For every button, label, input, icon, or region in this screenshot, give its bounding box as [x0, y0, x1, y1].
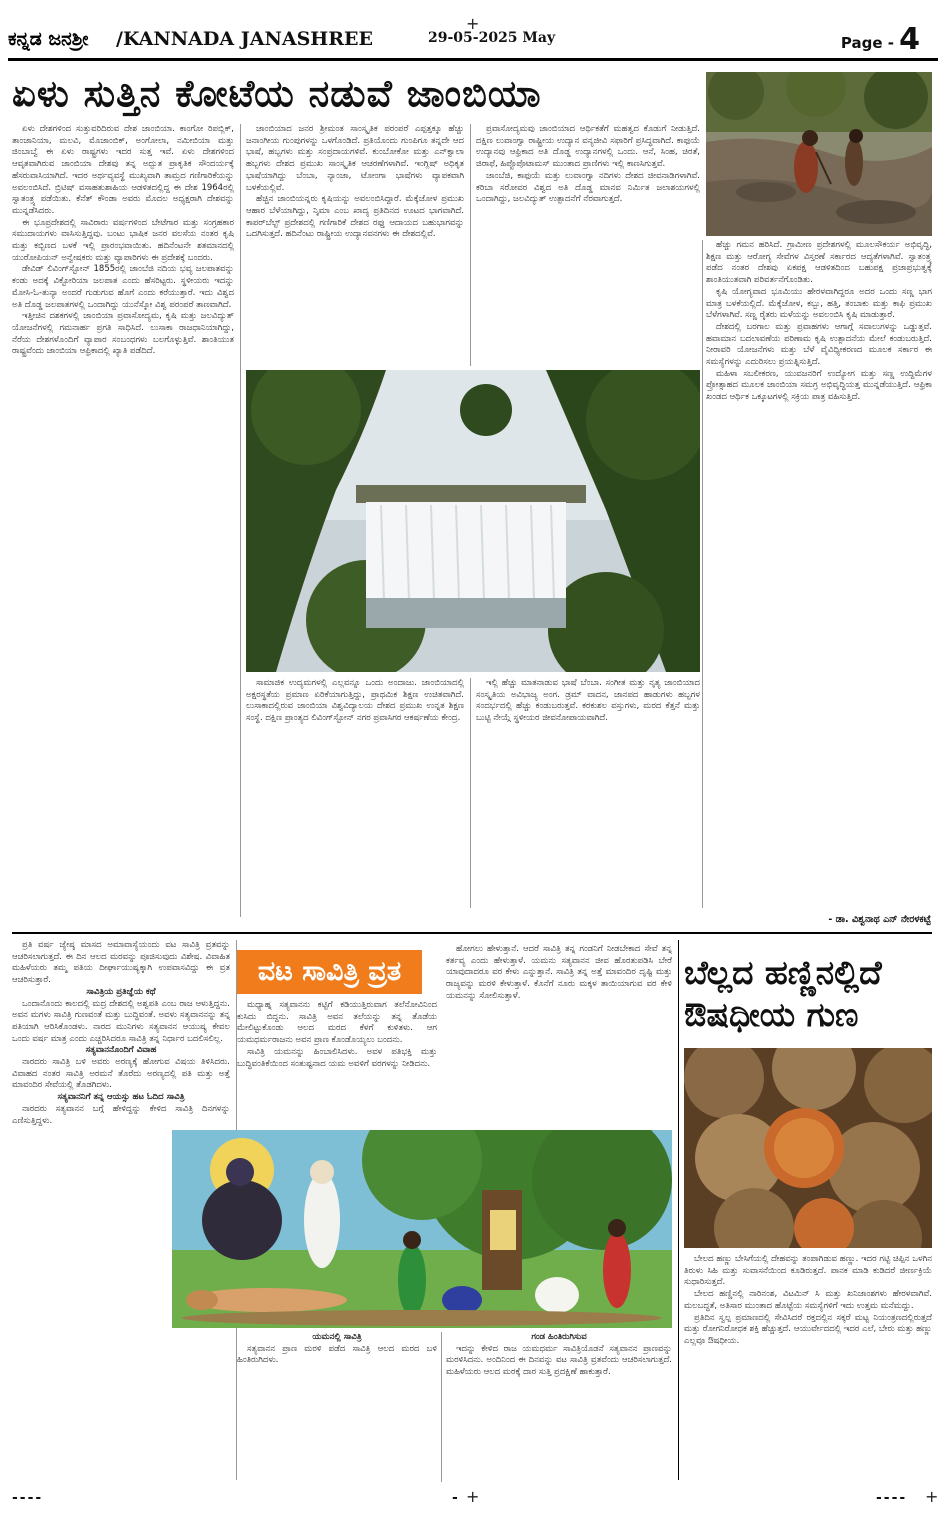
paragraph: ಡೇವಿಡ್ ಲಿವಿಂಗ್‌ಸ್ಟೋನ್ 1855ರಲ್ಲಿ ಜಾಂಬೆಜಿ ನದಿಯ ಭವ್ಯ ಜಲಪಾತವನ್ನು ಕಂಡು ಅದಕ್ಕೆ ವಿಕ್ಟೋರಿಯಾ ಜಲಪಾತ ಎಂದು ಹೆಸರಿಟ್ಟರು. ಸ್ಥಳೀಯರು ಇದನ್ನು ಮೋಸಿ-ಓ-ತುನ್ಯಾ ಅಂದರೆ ಗುಡುಗುವ ಹೊಗೆ ಎಂದು ಕರೆಯುತ್ತಾರೆ. ಇದು ವಿಶ್ವದ ಅತಿ ದೊಡ್ಡ ಜಲಪಾತಗಳಲ್ಲಿ ಒಂದಾಗಿದ್ದು ಯುನೆಸ್ಕೋ ವಿಶ್ವ ಪರಂಪರೆ ತಾಣವಾಗಿದೆ. [12, 264, 234, 310]
paragraph: ಜಾಂಬಿಯಾದ ಜನರ ಶ್ರೀಮಂತ ಸಾಂಸ್ಕೃತಿಕ ಪರಂಪರೆ ಎಪ್ಪತ್ತಕ್ಕೂ ಹೆಚ್ಚು ಜನಾಂಗೀಯ ಗುಂಪುಗಳನ್ನು ಒಳಗೊಂಡಿದೆ. ಪ್ರತಿಯೊಂದು ಗುಂಪಿಗೂ ತನ್ನದೇ ಆದ ಭಾಷೆ, ಹಬ್ಬಗಳು ಮತ್ತು ಸಂಪ್ರದಾಯಗಳಿವೆ. ಕುಂಬೋಕೋ ಮತ್ತು ಎನ್‌ಕ್ವಾಲಾ ಹಬ್ಬಗಳು ದೇಶದ ಪ್ರಮುಖ ಸಾಂಸ್ಕೃತಿಕ ಆಚರಣೆಗಳಾಗಿವೆ. ಇಂಗ್ಲಿಷ್ ಅಧಿಕೃತ ಭಾಷೆಯಾಗಿದ್ದು ಬೆಂಬಾ, ನ್ಯಾಂಜಾ, ಟೋಂಗಾ ಭಾಷೆಗಳು ವ್ಯಾಪಕವಾಗಿ ಬಳಕೆಯಲ್ಲಿವೆ. [246, 124, 464, 193]
column-rule [441, 1332, 442, 1482]
column-rule [470, 124, 471, 366]
section-divider [12, 932, 932, 934]
victoria-falls-photo [246, 370, 700, 672]
paragraph: ಇಲ್ಲಿ ಹೆಚ್ಚು ಮಾತನಾಡುವ ಭಾಷೆ ಬೆಂಬಾ. ಸಂಗೀತ ಮತ್ತು ನೃತ್ಯ ಜಾಂಬಿಯಾದ ಸಂಸ್ಕೃತಿಯ ಅವಿಭಾಜ್ಯ ಅಂಗ. ಡ್ರಮ್ ವಾದನ, ಜಾನಪದ ಹಾಡುಗಳು ಹಬ್ಬಗಳ ಸಂದರ್ಭದಲ್ಲಿ ಹೆಚ್ಚು ಕಂಡುಬರುತ್ತವೆ. ಕರಕುಶಲ ವಸ್ತುಗಳು, ಮರದ ಕೆತ್ತನೆ ಮತ್ತು ಬುಟ್ಟಿ ನೇಯ್ಗೆ ಸ್ಥಳೀಯರ ಜೀವನೋಪಾಯವಾಗಿದೆ. [476, 678, 700, 724]
bael-body [684, 1254, 932, 1482]
vata-column-3-bottom [446, 1332, 672, 1482]
brand-english: /KANNADA JANASHREE [116, 28, 374, 50]
paragraph: ಇತ್ತೀಚಿನ ದಶಕಗಳಲ್ಲಿ ಜಾಂಬಿಯಾ ಪ್ರವಾಸೋದ್ಯಮ, ಕೃಷಿ ಮತ್ತು ಜಲವಿದ್ಯುತ್ ಯೋಜನೆಗಳಲ್ಲಿ ಗಮನಾರ್ಹ ಪ್ರಗತಿ ಸಾಧಿಸಿದೆ. ಲುಸಾಕಾ ರಾಜಧಾನಿಯಾಗಿದ್ದು, ನೆರೆಯ ದೇಶಗಳೊಂದಿಗೆ ವ್ಯಾಪಾರ ಸಂಬಂಧಗಳು ಬಲಗೊಳ್ಳುತ್ತಿವೆ. ಶಾಂತಿಯುತ ರಾಷ್ಟ್ರವೆಂದು ಜಾಂಬಿಯಾ ಆಫ್ರಿಕಾದಲ್ಲಿ ಖ್ಯಾತಿ ಪಡೆದಿದೆ. [12, 311, 234, 357]
paragraph: ಒಂದಾನೊಂದು ಕಾಲದಲ್ಲಿ ಮದ್ರ ದೇಶದಲ್ಲಿ ಅಶ್ವಪತಿ ಎಂಬ ರಾಜ ಆಳುತ್ತಿದ್ದನು. ಅವನ ಮಗಳು ಸಾವಿತ್ರಿ ಗುಣವಂತೆ ಮತ್ತು ಬುದ್ಧಿವಂತೆ. ಅವಳು ಸತ್ಯವಾನನನ್ನು ತನ್ನ ಪತಿಯಾಗಿ ಆರಿಸಿಕೊಂಡಳು. ನಾರದ ಮುನಿಗಳು ಸತ್ಯವಾನನ ಆಯುಷ್ಯ ಕೇವಲ ಒಂದು ವರ್ಷ ಮಾತ್ರ ಎಂದು ಎಚ್ಚರಿಸಿದರೂ ಸಾವಿತ್ರಿ ತನ್ನ ನಿರ್ಧಾರ ಬದಲಿಸಲಿಲ್ಲ. [12, 998, 230, 1044]
paragraph: ನಾರದರು ಸತ್ಯವಾನನ ಬಗ್ಗೆ ಹೇಳಿದ್ದನ್ನು ಕೇಳಿದ ಸಾವಿತ್ರಿ ದಿನಗಳನ್ನು ಎಣಿಸುತ್ತಿದ್ದಳು. [12, 1103, 230, 1126]
vata-column-2-bottom [237, 1332, 437, 1482]
paragraph: ಪ್ರತಿ ವರ್ಷ ಜ್ಯೇಷ್ಠ ಮಾಸದ ಅಮಾವಾಸ್ಯೆಯಂದು ವಟ ಸಾವಿತ್ರಿ ವ್ರತವನ್ನು ಆಚರಿಸಲಾಗುತ್ತದೆ. ಈ ದಿನ ಆಲದ ಮರವನ್ನು ಪೂಜಿಸುವುದು ವಿಶೇಷ. ವಿವಾಹಿತ ಮಹಿಳೆಯರು ತಮ್ಮ ಪತಿಯ ದೀರ್ಘಾಯುಷ್ಯಕ್ಕಾಗಿ ಉಪವಾಸವಿದ್ದು ಈ ವ್ರತ ಆಚರಿಸುತ್ತಾರೆ. [12, 940, 230, 986]
paragraph: ಕೃಷಿ ಯೋಗ್ಯವಾದ ಭೂಮಿಯು ಹೇರಳವಾಗಿದ್ದರೂ ಅದರ ಒಂದು ಸಣ್ಣ ಭಾಗ ಮಾತ್ರ ಬಳಕೆಯಲ್ಲಿದೆ. ಮೆಕ್ಕೆಜೋಳ, ಕಬ್ಬು, ಹತ್ತಿ, ತಂಬಾಕು ಮತ್ತು ಕಾಫಿ ಪ್ರಮುಖ ಬೆಳೆಗಳಾಗಿವೆ. ಸಣ್ಣ ರೈತರು ಮಳೆಯನ್ನು ಅವಲಂಬಿಸಿ ಕೃಷಿ ಮಾಡುತ್ತಾರೆ. [706, 286, 932, 321]
vata-column-3-top [446, 944, 672, 1128]
paragraph: ಪ್ರವಾಸೋದ್ಯಮವು ಜಾಂಬಿಯಾದ ಆರ್ಥಿಕತೆಗೆ ಮಹತ್ವದ ಕೊಡುಗೆ ನೀಡುತ್ತಿದೆ. ದಕ್ಷಿಣ ಲುವಾಂಗ್ವಾ ರಾಷ್ಟ್ರೀಯ ಉದ್ಯಾನ ವನ್ಯಜೀವಿ ಸಫಾರಿಗೆ ಪ್ರಸಿದ್ಧವಾಗಿದೆ. ಕಾಫುಯೆ ಉದ್ಯಾನವು ಆಫ್ರಿಕಾದ ಅತಿ ದೊಡ್ಡ ಉದ್ಯಾನಗಳಲ್ಲಿ ಒಂದು. ಆನೆ, ಸಿಂಹ, ಚಿರತೆ, ಜಿರಾಫೆ, ಹಿಪ್ಪೊಪೊಟಾಮಸ್ ಮುಂತಾದ ಪ್ರಾಣಿಗಳು ಇಲ್ಲಿ ಕಾಣಸಿಗುತ್ತವೆ. [476, 124, 700, 170]
crop-mark-bottom-right: + [925, 1487, 939, 1506]
paragraph: ಬೇಲದ ಹಣ್ಣಿನಲ್ಲಿ ನಾರಿನಂಶ, ವಿಟಮಿನ್ ಸಿ ಮತ್ತು ಖನಿಜಾಂಶಗಳು ಹೇರಳವಾಗಿವೆ. ಮಲಬದ್ಧತೆ, ಅತಿಸಾರ ಮುಂತಾದ ಹೊಟ್ಟೆಯ ಸಮಸ್ಯೆಗಳಿಗೆ ಇದು ಉತ್ತಮ ಮನೆಮದ್ದು. [684, 1289, 932, 1311]
bael-headline: ಬೆಲ್ಲದ ಹಣ್ಣಿನಲ್ಲಿದೆ ಔಷಧೀಯ ಗುಣ [684, 953, 882, 1034]
paragraph: ಹೆಚ್ಚು ಗಮನ ಹರಿಸಿದೆ. ಗ್ರಾಮೀಣ ಪ್ರದೇಶಗಳಲ್ಲಿ ಮೂಲಸೌಕರ್ಯ ಅಭಿವೃದ್ಧಿ, ಶಿಕ್ಷಣ ಮತ್ತು ಆರೋಗ್ಯ ಸೇವೆಗಳ ವಿಸ್ತರಣೆ ಸರ್ಕಾರದ ಆದ್ಯತೆಗಳಾಗಿವೆ. ಸ್ವಾತಂತ್ರ್ಯ ಪಡೆದ ನಂತರ ದೇಶವು ಏಕಪಕ್ಷ ಆಡಳಿತದಿಂದ ಬಹುಪಕ್ಷ ಪ್ರಜಾಪ್ರಭುತ್ವಕ್ಕೆ ಶಾಂತಿಯುತವಾಗಿ ಪರಿವರ್ತನೆಗೊಂಡಿತು. [706, 240, 932, 286]
page-label: Page - [840, 34, 894, 52]
brand-kannada: ಕನ್ನಡ ಜನಶ್ರೀ [8, 28, 89, 50]
column-rule [702, 240, 703, 908]
paragraph: ಮಧ್ಯಾಹ್ನ ಸತ್ಯವಾನನು ಕಟ್ಟಿಗೆ ಕಡಿಯುತ್ತಿರುವಾಗ ತಲೆನೋವಿನಿಂದ ಕುಸಿದು ಬಿದ್ದನು. ಸಾವಿತ್ರಿ ಅವನ ತಲೆಯನ್ನು ತನ್ನ ತೊಡೆಯ ಮೇಲಿಟ್ಟುಕೊಂಡು ಆಲದ ಮರದ ಕೆಳಗೆ ಕುಳಿತಳು. ಆಗ ಯಮಧರ್ಮರಾಜನು ಅವನ ಪ್ರಾಣ ಕೊಂಡೊಯ್ಯಲು ಬಂದನು. [237, 1000, 437, 1046]
crop-mark-bottom: + [466, 1487, 480, 1506]
paragraph: ಜಾಂಬೆಜಿ, ಕಾಫುಯೆ ಮತ್ತು ಲುವಾಂಗ್ವಾ ನದಿಗಳು ದೇಶದ ಜೀವನಾಡಿಗಳಾಗಿವೆ. ಕರಿಬಾ ಸರೋವರ ವಿಶ್ವದ ಅತಿ ದೊಡ್ಡ ಮಾನವ ನಿರ್ಮಿತ ಜಲಾಶಯಗಳಲ್ಲಿ ಒಂದಾಗಿದ್ದು, ಜಲವಿದ್ಯುತ್ ಉತ್ಪಾದನೆಗೆ ನೆರವಾಗುತ್ತದೆ. [476, 170, 700, 205]
top-story-under-photo-right [476, 678, 700, 908]
top-story-headline: ಏಳು ಸುತ್ತಿನ ಕೋಟೆಯ ನಡುವೆ ಜಾಂಬಿಯಾ [12, 72, 542, 115]
paragraph: ಈ ಭೂಪ್ರದೇಶದಲ್ಲಿ ಸಾವಿರಾರು ವರ್ಷಗಳಿಂದ ಬೇಟೆಗಾರ ಮತ್ತು ಸಂಗ್ರಹಕಾರ ಸಮುದಾಯಗಳು ವಾಸಿಸುತ್ತಿದ್ದವು. ಬಂಟು ಭಾಷಿಕ ಜನರ ವಲಸೆಯ ನಂತರ ಕೃಷಿ ಮತ್ತು ಕಬ್ಬಿಣದ ಬಳಕೆ ಇಲ್ಲಿ ಪ್ರಾರಂಭವಾಯಿತು. ಹದಿನೆಂಟನೇ ಶತಮಾನದಲ್ಲಿ ಯುರೋಪಿಯನ್ ಅನ್ವೇಷಕರು ಮತ್ತು ವ್ಯಾಪಾರಿಗಳು ಈ ಪ್ರದೇಶಕ್ಕೆ ಬಂದರು. [12, 217, 234, 263]
issue-date: 29-05-2025 May [428, 30, 556, 46]
subheading: ಸತ್ಯವಾನನಿಗೆ ತನ್ನ ಆಯಸ್ಸು ಹಟ ಓದಿದ ಸಾವಿತ್ರಿ [57, 1092, 185, 1103]
paragraph: ದೇಶದಲ್ಲಿ ಬರಗಾಲ ಮತ್ತು ಪ್ರವಾಹಗಳು ಆಗಾಗ್ಗೆ ಸವಾಲುಗಳನ್ನು ಒಡ್ಡುತ್ತವೆ. ಹವಾಮಾನ ಬದಲಾವಣೆಯ ಪರಿಣಾಮ ಕೃಷಿ ಉತ್ಪಾದನೆಯ ಮೇಲೆ ಕಂಡುಬರುತ್ತಿದೆ. ನೀರಾವರಿ ಯೋಜನೆಗಳು ಮತ್ತು ಬೆಳೆ ವೈವಿಧ್ಯೀಕರಣದ ಮೂಲಕ ಸರ್ಕಾರ ಈ ಸಮಸ್ಯೆಗಳನ್ನು ಎದುರಿಸಲು ಪ್ರಯತ್ನಿಸುತ್ತಿದೆ. [706, 321, 932, 368]
paragraph: ಸತ್ಯವಾನನ ಪ್ರಾಣ ಮರಳಿ ಪಡೆದ ಸಾವಿತ್ರಿ ಆಲದ ಮರದ ಬಳಿ ಹಿಂತಿರುಗಿದಳು. [237, 1343, 437, 1366]
paragraph: ಮಹಿಳಾ ಸಬಲೀಕರಣ, ಯುವಜನರಿಗೆ ಉದ್ಯೋಗ ಮತ್ತು ಸಣ್ಣ ಉದ್ದಿಮೆಗಳ ಪ್ರೋತ್ಸಾಹದ ಮೂಲಕ ಜಾಂಬಿಯಾ ಸಮಗ್ರ ಅಭಿವೃದ್ಧಿಯತ್ತ ಮುನ್ನಡೆಯುತ್ತಿದೆ. ಆಫ್ರಿಕಾ ಖಂಡದ ಆರ್ಥಿಕ ಒಕ್ಕೂಟಗಳಲ್ಲಿ ಸಕ್ರಿಯ ಪಾತ್ರ ವಹಿಸುತ್ತಿದೆ. [706, 368, 932, 403]
page-number: 4 [899, 22, 920, 57]
footer-right: ---- [876, 1490, 908, 1506]
subheading: ಸಾವಿತ್ರಿಯ ಪ್ರತಿಜ್ಞೆಯ ಕಥೆ [86, 986, 156, 997]
top-story-column-3 [476, 124, 700, 366]
vata-headline: ವಟ ಸಾವಿತ್ರಿ ವ್ರತ [237, 950, 422, 994]
section-rule [678, 940, 679, 1480]
paragraph: ಏಳು ದೇಶಗಳಿಂದ ಸುತ್ತುವರಿದಿರುವ ದೇಶ ಜಾಂಬಿಯಾ. ಕಾಂಗೋ ರಿಪಬ್ಲಿಕ್, ತಾಂಜಾನಿಯಾ, ಮಲವಿ, ಮೊಜಾಂಬಿಕ್, ಅಂಗೋಲಾ, ನಮೀಬಿಯಾ ಮತ್ತು ಜಿಂಬಾಬ್ವೆ ಈ ಏಳು ರಾಷ್ಟ್ರಗಳು ಇದರ ಸುತ್ತ ಇವೆ. ಏಳು ದೇಶಗಳಿಂದ ಆವೃತವಾಗಿರುವ ಜಾಂಬಿಯಾ ದೇಶವು ತನ್ನ ಅದ್ಭುತ ಪ್ರಾಕೃತಿಕ ಸೌಂದರ್ಯಕ್ಕೆ ಹೆಸರುವಾಸಿಯಾಗಿದೆ. ಇದರ ಅರ್ಥವ್ಯವಸ್ಥೆ ಮುಖ್ಯವಾಗಿ ತಾಮ್ರದ ಗಣಿಗಾರಿಕೆಯನ್ನು ಅವಲಂಬಿಸಿದೆ. ಬ್ರಿಟಿಷ್ ವಸಾಹತುಶಾಹಿಯ ಆಡಳಿತದಲ್ಲಿದ್ದ ಈ ದೇಶ 1964ರಲ್ಲಿ ಸ್ವಾತಂತ್ರ್ಯ ಪಡೆಯಿತು. ಕೆನೆತ್ ಕೌಂಡಾ ಅವರು ಮೊದಲ ಅಧ್ಯಕ್ಷರಾಗಿ ದೇಶವನ್ನು ಮುನ್ನಡೆಸಿದರು. [12, 124, 234, 216]
paragraph: ಸಾಮಾಜಿಕ ಉದ್ಯಮಗಳಲ್ಲಿ ಎಲ್ಲವನ್ನೂ ಒಂದು ಅಂದಾಜು. ಜಾಂಬಿಯಾದಲ್ಲಿ ಅಕ್ಷರಸ್ಥತೆಯ ಪ್ರಮಾಣ ಏರಿಕೆಯಾಗುತ್ತಿದ್ದು, ಪ್ರಾಥಮಿಕ ಶಿಕ್ಷಣ ಉಚಿತವಾಗಿದೆ. ಲುಸಾಕಾದಲ್ಲಿರುವ ಜಾಂಬಿಯಾ ವಿಶ್ವವಿದ್ಯಾಲಯ ದೇಶದ ಪ್ರಮುಖ ಉನ್ನತ ಶಿಕ್ಷಣ ಸಂಸ್ಥೆ. ದಕ್ಷಿಣ ಪ್ರಾಂತ್ಯದ ಲಿವಿಂಗ್‌ಸ್ಟೋನ್ ನಗರ ಪ್ರವಾಸಿಗರ ಆಕರ್ಷಣೆಯ ಕೇಂದ್ರ. [246, 678, 464, 724]
top-story-byline: - ಡಾ. ವಿಶ್ವನಾಥ ಎನ್ ನೇರಳಕಟ್ಟೆ [828, 914, 931, 925]
top-story-under-photo-left [246, 678, 464, 908]
column-rule [470, 678, 471, 908]
paragraph: ಇದನ್ನು ಕೇಳಿದ ರಾಜ ಯಮಧರ್ಮ ಸಾವಿತ್ರಿಯೊಡನೆ ಸತ್ಯವಾನನ ಪ್ರಾಣವನ್ನು ಮರಳಿಸಿದನು. ಅಂದಿನಿಂದ ಈ ದಿನವನ್ನು ವಟ ಸಾವಿತ್ರಿ ವ್ರತವೆಂದು ಆಚರಿಸಲಾಗುತ್ತದೆ. ಮಹಿಳೆಯರು ಆಲದ ಮರಕ್ಕೆ ದಾರ ಸುತ್ತಿ ಪ್ರದಕ್ಷಿಣೆ ಹಾಕುತ್ತಾರೆ. [446, 1343, 672, 1378]
vata-savitri-illustration [172, 1130, 672, 1328]
masthead [8, 22, 938, 62]
subheading: ಗಂಡ ಹಿಂತಿರುಗಿಸುವ [531, 1332, 587, 1342]
footer-left: ---- [12, 1490, 44, 1506]
paragraph: ಬೇಲದ ಹಣ್ಣು ಬೇಸಿಗೆಯಲ್ಲಿ ದೇಹವನ್ನು ತಂಪಾಗಿಡುವ ಹಣ್ಣು. ಇದರ ಗಟ್ಟಿ ಚಿಪ್ಪಿನ ಒಳಗಿನ ತಿರುಳು ಸಿಹಿ ಮತ್ತು ಸುವಾಸನೆಯಿಂದ ಕೂಡಿರುತ್ತದೆ. ಪಾನಕ ಮಾಡಿ ಕುಡಿದರೆ ಜೀರ್ಣಕ್ರಿಯೆ ಸುಧಾರಿಸುತ್ತದೆ. [684, 1254, 932, 1288]
footer-center: - [452, 1490, 460, 1506]
bael-fruit-photo [684, 1048, 932, 1248]
subheading: ಸತ್ಯವಾನನೊಂದಿಗೆ ವಿವಾಹ [85, 1045, 157, 1056]
vata-column-2-top [237, 1000, 437, 1128]
masthead-rule [8, 58, 938, 61]
digging-photo [706, 72, 932, 236]
top-story-column-4 [706, 240, 932, 908]
paragraph: ಹೆಚ್ಚಿನ ಜಾಂಬಿಯನ್ನರು ಕೃಷಿಯನ್ನು ಅವಲಂಬಿಸಿದ್ದಾರೆ. ಮೆಕ್ಕೆಜೋಳ ಪ್ರಮುಖ ಆಹಾರ ಬೆಳೆಯಾಗಿದ್ದು, ನ್ಶಿಮಾ ಎಂಬ ಖಾದ್ಯ ಪ್ರತಿದಿನದ ಊಟದ ಭಾಗವಾಗಿದೆ. ಕಾಪರ್‌ಬೆಲ್ಟ್ ಪ್ರದೇಶದಲ್ಲಿ ಗಣಿಗಾರಿಕೆ ದೇಶದ ರಫ್ತು ಆದಾಯದ ಬಹುಭಾಗವನ್ನು ಒದಗಿಸುತ್ತದೆ. ಹದಿನೆಂಟು ರಾಷ್ಟ್ರೀಯ ಉದ್ಯಾನವನಗಳು ಈ ದೇಶದಲ್ಲಿವೆ. [246, 194, 464, 240]
top-story-column-2 [246, 124, 464, 366]
column-rule [240, 124, 241, 917]
paragraph: ಹೋಗಲು ಹೇಳುತ್ತಾನೆ. ಆದರೆ ಸಾವಿತ್ರಿ ತನ್ನ ಗಂಡನಿಗೆ ನೀಡಬೇಕಾದ ಸೇವೆ ತನ್ನ ಕರ್ತವ್ಯ ಎಂದು ಹೇಳುತ್ತಾಳೆ. ಯಮನು ಸತ್ಯವಾನನ ಜೀವ ಹೊರತುಪಡಿಸಿ ಬೇರೆ ಯಾವುದಾದರೂ ವರ ಕೇಳು ಎನ್ನುತ್ತಾನೆ. ಸಾವಿತ್ರಿ ತನ್ನ ಅತ್ತೆ ಮಾವಂದಿರ ದೃಷ್ಟಿ ಮತ್ತು ರಾಜ್ಯವನ್ನು ಮರಳಿ ಕೇಳುತ್ತಾಳೆ. ಕೊನೆಗೆ ನೂರು ಮಕ್ಕಳ ತಾಯಿಯಾಗುವ ವರ ಕೇಳಿ ಯಮನನ್ನು ಸೋಲಿಸುತ್ತಾಳೆ. [446, 944, 672, 1001]
crop-mark-top: + [466, 14, 480, 33]
paragraph: ನಾರದರು ಸಾವಿತ್ರಿ ಬಳಿ ಅವರು ಅರಣ್ಯಕ್ಕೆ ಹೋಗುವ ವಿಷಯ ತಿಳಿಸಿದರು. ವಿವಾಹದ ನಂತರ ಸಾವಿತ್ರಿ ಅರಮನೆ ತೊರೆದು ಅರಣ್ಯದಲ್ಲಿ ಪತಿ ಮತ್ತು ಅತ್ತೆ ಮಾವಂದಿರ ಸೇವೆಯಲ್ಲಿ ತೊಡಗಿದಳು. [12, 1057, 230, 1091]
paragraph: ಸಾವಿತ್ರಿ ಯಮನನ್ನು ಹಿಂಬಾಲಿಸಿದಳು. ಅವಳ ಪತಿಭಕ್ತಿ ಮತ್ತು ಬುದ್ಧಿವಂತಿಕೆಯಿಂದ ಸಂತುಷ್ಟನಾದ ಯಮ ಅವಳಿಗೆ ವರಗಳನ್ನು ನೀಡಿದನು. [237, 1046, 437, 1069]
top-story-column-1 [12, 124, 234, 917]
subheading: ಯಮನಲ್ಲಿ ಸಾವಿತ್ರಿ [312, 1332, 362, 1342]
paragraph: ಪ್ರತಿದಿನ ಸ್ವಲ್ಪ ಪ್ರಮಾಣದಲ್ಲಿ ಸೇವಿಸಿದರೆ ರಕ್ತದಲ್ಲಿನ ಸಕ್ಕರೆ ಮಟ್ಟ ನಿಯಂತ್ರಣದಲ್ಲಿರುತ್ತದೆ ಮತ್ತು ರೋಗನಿರೋಧಕ ಶಕ್ತಿ ಹೆಚ್ಚುತ್ತದೆ. ಆಯುರ್ವೇದದಲ್ಲಿ ಇದರ ಎಲೆ, ಬೇರು ಮತ್ತು ಹಣ್ಣು ಎಲ್ಲವೂ ಔಷಧೀಯ. [684, 1312, 932, 1346]
